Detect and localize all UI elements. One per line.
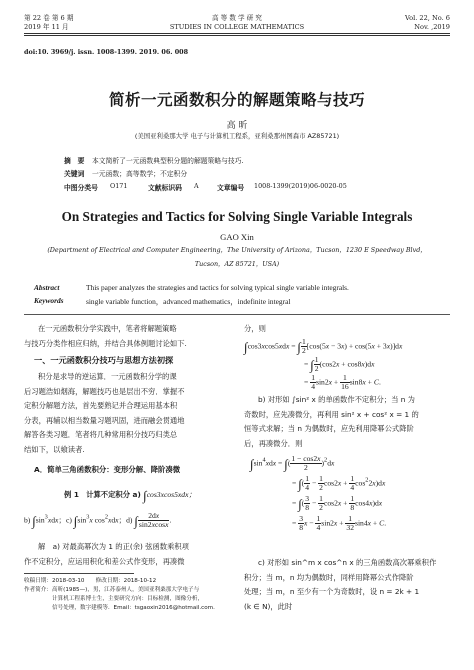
part-c-line-4: (k ∈ N)，此时 <box>244 601 293 611</box>
part-b-line-3: 恒等式求解；当 n 为偶数时，应先利用降幂公式降阶 <box>244 424 414 434</box>
equation-a: ∫cos3xcos5xdx = ∫ $\frac{1}{2}$ [cos(5x − 3x) + cos(5x + 3x)]dx = ∫ $\frac{1}{2}$ (cos2x + cos8x)dx = $\frac{1}{4}$ sin2x + $\frac{1}{16}$ sin8x + C. <box>244 337 403 391</box>
solution-line-2: 作不定积分，应运用积化和差公式作变形，再凑微 <box>24 556 185 566</box>
keywords-en-label: Keywords <box>34 296 64 305</box>
volume-cn: 第 22 卷 第 6 期 <box>24 14 74 22</box>
journal-name-cn: 高 等 数 学 研 究 <box>211 14 263 22</box>
part-b-line-2: 奇数时，应先凑微分，再利用 sin² x + cos² x = 1 的 <box>244 409 419 419</box>
affiliation-cn: (美国亚利桑那大学 电子与计算机工程系，亚利桑那州图森市 AZ85721) <box>134 132 340 140</box>
part-c-line-2: 积分；当 m，n 均为偶数时，同样用降幂公式作降阶 <box>244 572 414 582</box>
intro-line-1: 在一元函数积分学实践中，笔者将解题策略 <box>38 324 177 333</box>
volume-en: Vol. 22, No. 6 <box>404 14 450 22</box>
footnote-dates: 收稿日期：2018-03-10 修改日期：2018-10-12 <box>24 578 157 584</box>
date-cn: 2019 年 11 月 <box>24 23 69 31</box>
journal-name-en: STUDIES IN COLLEGE MATHEMATICS <box>169 23 305 31</box>
abstract-cn-label: 摘 要 <box>64 157 85 165</box>
footnote-author-1: 作者简介：高昕(1985—)，男，江苏泰州人，美国亚利桑那大学电子与 <box>24 587 200 593</box>
example-1-text: 例 1 计算不定积分 a) <box>64 490 141 499</box>
part-c-paragraph <box>244 556 456 614</box>
doc-code-value: A <box>194 182 199 190</box>
intro-line-2: 与技巧分类作相应归纳，并结合具体例题讨论如下. <box>24 338 187 348</box>
header-rule-2 <box>24 35 450 36</box>
abstract-divider <box>24 314 450 315</box>
title-cn: 简析一元函数积分的解题策略与技巧 <box>108 91 365 109</box>
footnote <box>24 577 236 613</box>
header-rule <box>24 33 450 34</box>
keywords-cn-label: 关键词 <box>64 170 85 178</box>
part-b-line-4: 后，再凑微分．则 <box>244 438 303 448</box>
subsection-a-heading: A．简单三角函数积分：变形分解、降阶凑微 <box>34 465 181 474</box>
title-en: On Strategies and Tactics for Solving Single Variable Integrals <box>61 209 413 224</box>
abstract-en-text: This paper analyzes the strategies and tactics for solving typical single variable integrals. <box>86 283 349 292</box>
author-cn: 高 昕 <box>226 121 248 131</box>
equation-b: $\int\sin^4xdx$ = ∫( $\frac{1 - \cos 2x}{2}$ )$^2$dx = ∫( $\frac{1}{4}$ − $\frac{1}{2}$ cos2x + $\frac{1}{4}$ $\cos^22x)dx$ = ∫( $\frac{3}{8}$ − $\frac{1}{2}$ cos2x + $\frac{1}{8}$ cos4x)dx = $\frac{3}{8}$ x − $\frac{1}{4}$ sin2x + $\frac{1}{32}$ sin4x + C. <box>250 454 387 532</box>
abstract-en-label: Abstract <box>34 283 60 292</box>
footnote-author-2: 计算机工程系博士生，主要研究方向：目标检测，图像分析， <box>52 596 204 602</box>
affiliation-en-2: Tucson，AZ 85721，USA) <box>194 260 280 268</box>
section-1-paragraph <box>24 370 234 458</box>
doi: doi:10. 3969/j. issn. 1008-1399. 2019. 06. 008 <box>24 48 189 56</box>
part-b-paragraph <box>244 393 454 451</box>
solution-line-1: 解 a) 对最高幂次为 1 的正(余) 弦函数乘积项 <box>38 542 189 551</box>
para-line-3: 定积分解题方法，首先要熟记并合理运用基本积 <box>24 401 178 411</box>
part-b-line-1: b) 对形如 ∫sin² x 的单函数作不定积分；当 n 为 <box>258 395 415 404</box>
affiliation-en-1: (Department of Electrical and Computer Engineering，The University of Arizona，Tucson，1230 E Speedway Blvd， <box>47 246 427 254</box>
footnote-author-3: 信号处理，数字建模等．Email：tsgaoxin2016@hotmail.com. <box>52 605 215 611</box>
keywords-en-text: single variable function，advanced mathematics，indefinite integral <box>86 297 291 306</box>
para-line-6: 结如下，以飨读者. <box>24 444 85 454</box>
right-intro: 分，则 <box>244 324 266 333</box>
integral-a: ∫cos3xcos5xdx； <box>143 488 197 503</box>
doc-code-label: 文献标识码 <box>148 184 182 192</box>
section-1-heading: 一、一元函数积分技巧与思想方法初探 <box>34 355 174 365</box>
solution-paragraph <box>24 540 234 569</box>
author-en: GAO Xin <box>220 232 254 242</box>
clc-label: 中图分类号 <box>64 184 98 192</box>
para-line-4: 分表，再辅以相当数量习题巩固，进而融会贯通地 <box>24 415 185 425</box>
intro-paragraph <box>24 322 234 351</box>
footnote-rule <box>24 573 134 574</box>
example-1-label <box>64 488 196 504</box>
article-id-value: 1008-1399(2019)06-0020-05 <box>254 182 347 190</box>
para-line-1: 积分是求导的逆运算．一元函数积分学的课 <box>38 372 177 381</box>
part-c-line-3: 处理；当 m，n 至少有一个为奇数时，设 n = 2k + 1 <box>244 587 420 597</box>
date-en: Nov. ,2019 <box>414 23 450 31</box>
keywords-cn-text: 一元函数；高等数学；不定积分 <box>92 170 188 178</box>
abstract-cn-text: 本文简析了一元函数典型积分题的解题策略与技巧. <box>92 157 244 165</box>
part-c-line-1: c) 对形如 sin^m x cos^n x 的三角函数高次幂乘积作 <box>258 558 437 567</box>
para-line-5: 解答各类习题．笔者将几种常用积分技巧归类总 <box>24 430 178 440</box>
article-id-label: 文章编号 <box>217 184 245 192</box>
clc-value: O171 <box>110 182 128 190</box>
example-1-integrals-bcd: b) $\int\sin^3xdx$；c) $\int\sin^3x$ $\cos^2xdx$；d) ∫ $\frac{2dx}{\sin 2xcosx}$ . <box>24 511 172 529</box>
para-line-2: 后习题浩如烟海，解题技巧也是层出不穷．掌握不 <box>24 386 185 396</box>
